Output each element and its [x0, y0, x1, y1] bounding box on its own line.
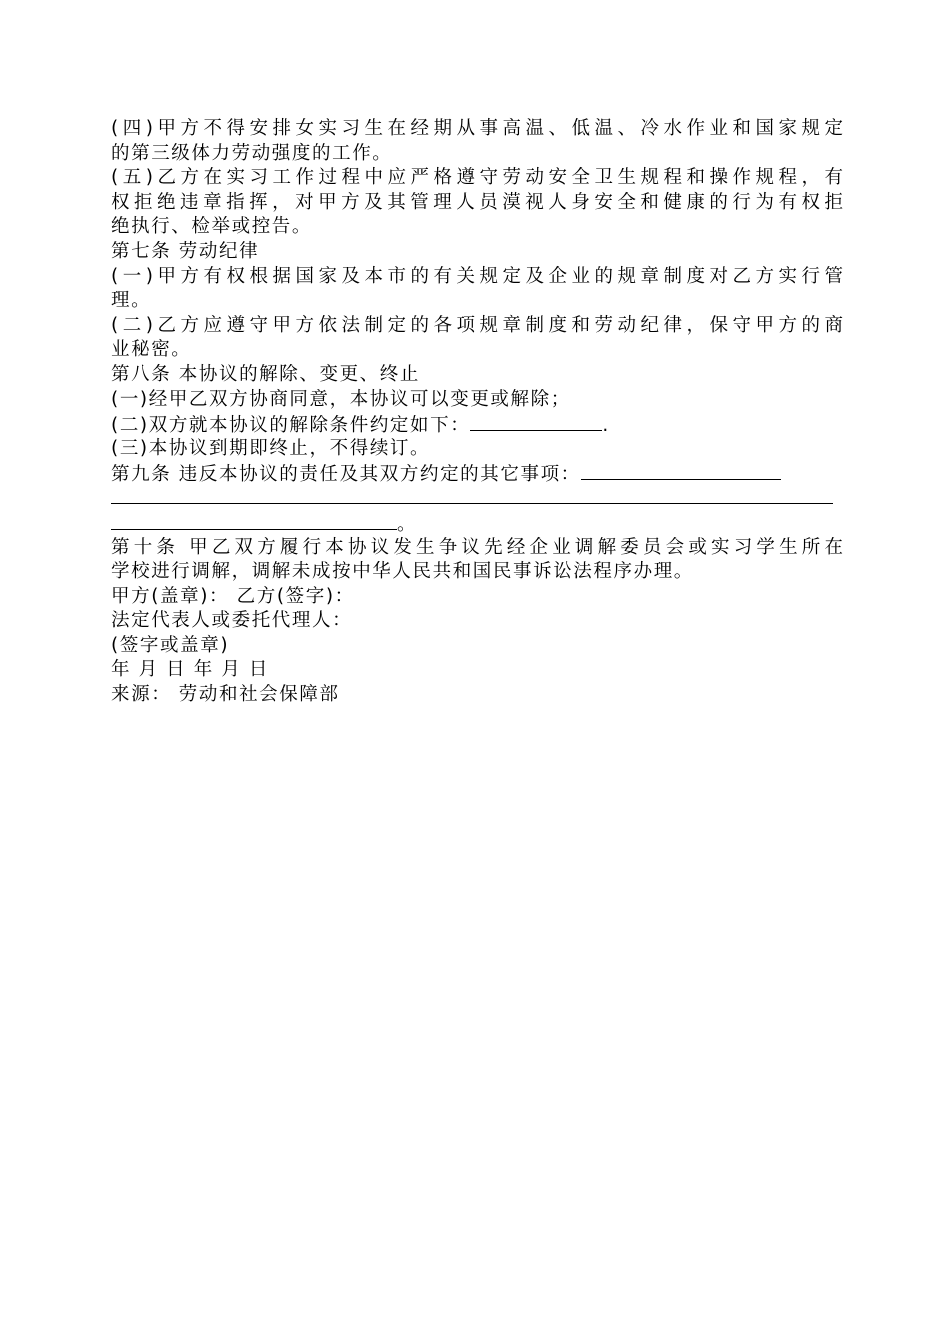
clause-8-2-period: .	[602, 415, 610, 437]
article-8-heading: 第八条 本协议的解除、变更、终止	[111, 363, 420, 385]
clause-8-1: (一)经甲乙双方协商同意，本协议可以变更或解除；	[111, 388, 571, 410]
article-10-line-1: 第十条 甲乙双方履行本协议发生争议先经企业调解委员会或实习学生所在	[111, 536, 843, 558]
article-9-fill-blank-1[interactable]	[581, 461, 781, 480]
clause-6-4-line-2: 的第三级体力劳动强度的工作。	[111, 142, 393, 164]
article-10-line-2: 学校进行调解，调解未成按中华人民共和国民事诉讼法程序办理。	[111, 561, 694, 583]
clause-8-2-text: (二)双方就本协议的解除条件约定如下：	[111, 415, 471, 437]
clause-6-5-line-2: 权拒绝违章指挥，对甲方及其管理人员漠视人身安全和健康的行为有权拒	[111, 191, 843, 213]
document-body	[111, 117, 843, 708]
article-9-fill-blank-2[interactable]	[111, 486, 833, 504]
article-7-heading: 第七条 劳动纪律	[111, 240, 260, 262]
article-9	[111, 461, 843, 486]
clause-6-4-line-1: (四)甲方不得安排女实习生在经期从事高温、低温、冷水作业和国家规定	[111, 118, 843, 139]
clause-6-5-line-1: (五)乙方在实习工作过程中应严格遵守劳动安全卫生规程和操作规程，有	[111, 167, 843, 189]
article-9-fill-blank-3[interactable]	[111, 511, 397, 530]
clause-7-2-line-2: 业秘密。	[111, 339, 192, 361]
signature-parties: 甲方(盖章)： 乙方(签字)：	[111, 585, 355, 607]
clause-7-1-line-2: 理。	[111, 290, 152, 312]
article-9-end	[111, 511, 843, 536]
clause-6-5-line-3: 绝执行、检举或控告。	[111, 216, 313, 238]
clause-8-2	[111, 412, 843, 437]
sign-or-seal: (签字或盖章)	[111, 634, 230, 656]
source-line: 来源： 劳动和社会保障部	[111, 684, 340, 706]
clause-7-2-line-1: (二)乙方应遵守甲方依法制定的各项规章制度和劳动纪律，保守甲方的商	[111, 314, 843, 336]
legal-representative: 法定代表人或委托代理人：	[111, 610, 353, 632]
article-9-end-mark: 。	[397, 513, 418, 535]
date-line: 年 月 日 年 月 日	[111, 659, 270, 681]
clause-8-2-fill-blank[interactable]	[470, 412, 602, 431]
clause-8-3: (三)本协议到期即终止，不得续订。	[111, 437, 431, 459]
article-9-text: 第九条 违反本协议的责任及其双方约定的其它事项：	[111, 464, 581, 486]
clause-7-1-line-1: (一)甲方有权根据国家及本市的有关规定及企业的规章制度对乙方实行管	[111, 265, 843, 287]
